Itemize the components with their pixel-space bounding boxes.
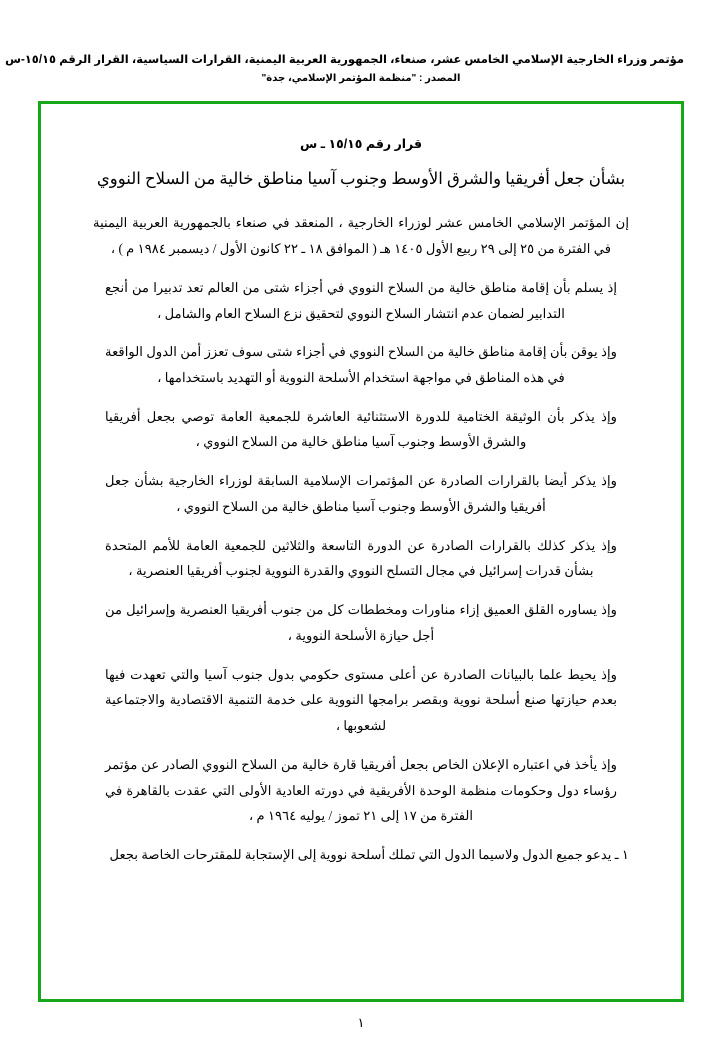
page-number: ١ [357,1015,365,1030]
header-title: مؤتمر وزراء الخارجية الإسلامي الخامس عشر، صنعاء، الجمهورية العربية اليمنية، القرارات السياسية، القرار الرقم ١٥/١٥-س [5,54,684,66]
numbered-clause: ١ ـ يدعو جميع الدول ولاسيما الدول التي تملك أسلحة نووية إلى الإستجابة للمقترحات الخاصة بجعل [109,847,629,862]
paragraph: وإذ يذكر بأن الوثيقة الختامية للدورة الاستثنائية العاشرة للجمعية العامة توصي بجعل أفريقيا والشرق الأوسط وجنوب آسيا مناطق خالية من السلاح النووي ، [105,408,617,450]
paragraph: وإذ يأخذ في اعتباره الإعلان الخاص بجعل أفريقيا قارة خالية من السلاح النووي الصادر عن مؤتمر رؤساء دول وحكومات منظمة الوحدة الأفريقية في دورته العادية الأولى التي عقدت بالقاهرة في الفترة من ١٧ إلى ٢١ تموز / يوليه ١٩٦٤ م ، [105,756,617,824]
paragraph: إن المؤتمر الإسلامي الخامس عشر لوزراء الخارجية ، المنعقد في صنعاء بالجمهورية العربية اليمنية في الفترة من ٢٥ إلى ٢٩ ربيع الأول ١٤٠٥ هـ ( الموافق ١٨ ـ ٢٢ كانون الأول / ديسمبر ١٩٨٤ م ) ، [93,215,629,257]
paragraph: وإذ يذكر أيضا بالقرارات الصادرة عن المؤتمرات الإسلامية السابقة لوزراء الخارجية بشأن جعل أفريقيا والشرق الأوسط وجنوب آسيا مناطق خالية من السلاح النووي ، [105,473,617,514]
page-header [5,52,684,85]
document-frame [38,101,684,1002]
paragraph: إذ يسلم بأن إقامة مناطق خالية من السلاح النووي في أجزاء شتى من العالم تعد تدبيرا من أنجع التدابير لضمان عدم انتشار السلاح النووي لتحقيق نزع السلاح العام والشامل ، [105,279,617,321]
paragraph: وإذ يساوره القلق العميق إزاء مناورات ومخططات كل من جنوب أفريقيا العنصرية وإسرائيل من أجل حيازة الأسلحة النووية ، [105,602,617,643]
header-source: المصدر : "منظمة المؤتمر الإسلامي، جدة" [261,73,461,85]
resolution-number: قرار رقم ١٥/١٥ ـ س [299,137,423,152]
paragraph: وإذ يذكر كذلك بالقرارات الصادرة عن الدورة التاسعة والثلاثين للجمعية العامة للأمم المتحدة بشأن قدرات إسرائيل في مجال التسلح النووي والقدرة النووية لجنوب أفريقيا العنصرية ، [105,537,617,579]
resolution-title: بشأن جعل أفريقيا والشرق الأوسط وجنوب آسيا مناطق خالية من السلاح النووي [96,169,626,189]
paragraph: وإذ يوقن بأن إقامة مناطق خالية من السلاح النووي في أجزاء شتى سوف تعزز أمن الدول الواقعة في هذه المناطق في مواجهة استخدام الأسلحة النووية أو التهديد باستخدامها ، [105,344,617,385]
paragraph: وإذ يحيط علما بالبيانات الصادرة عن أعلى مستوى حكومي بدول جنوب آسيا والتي تعهدت فيها بعدم حيازتها صنع أسلحة نووية وبقصر برامجها النووية على خدمة التنمية الاقتصادية والاجتماعية لشعوبها ، [105,666,617,734]
